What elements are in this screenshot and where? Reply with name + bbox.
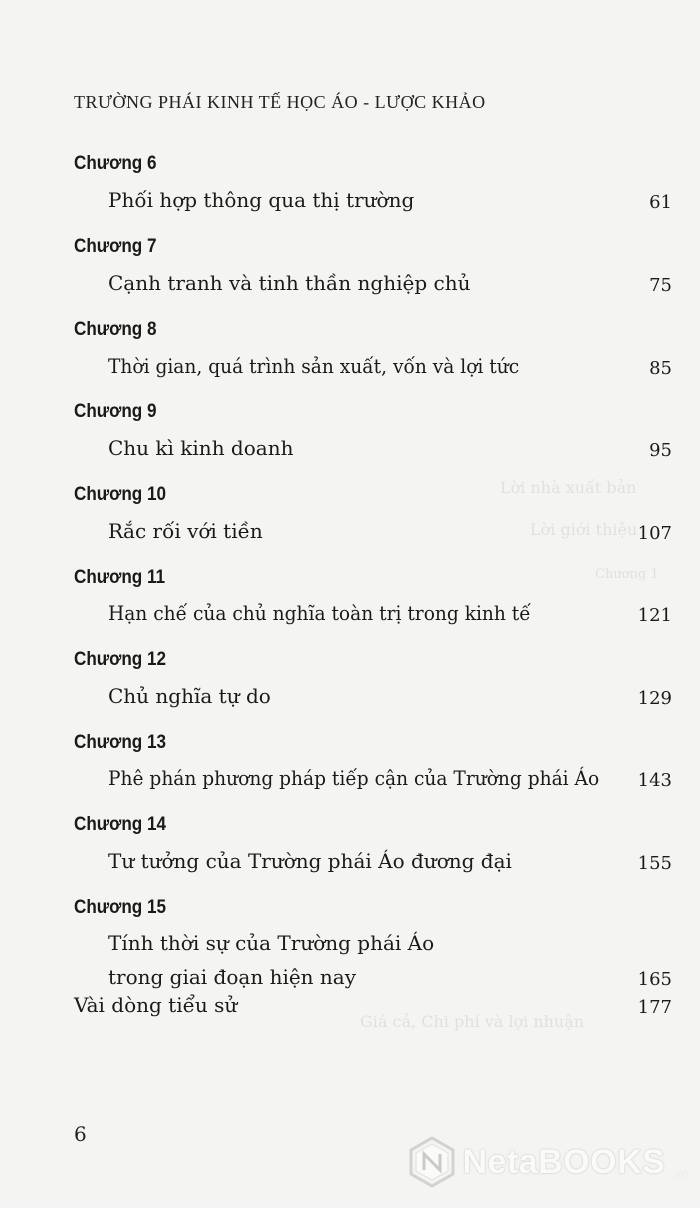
chapter-label: Chương 12 [74, 649, 166, 670]
page-number: 155 [637, 853, 672, 874]
bleed-through-text: Giá cả, Chi phí và lợi nhuận [360, 1012, 585, 1031]
running-head: TRƯỜNG PHÁI KINH TẾ HỌC ÁO - LƯỢC KHẢO [74, 92, 486, 112]
chapter-title: Tính thời sự của Trường phái Áo [108, 931, 435, 955]
watermark-brand: NetaBOOKS [462, 1142, 666, 1181]
page-number: 177 [637, 997, 672, 1018]
chapter-title-continued: trong giai đoạn hiện nay [108, 965, 357, 989]
biography-title: Vài dòng tiểu sử [74, 993, 238, 1017]
chapter-label: Chương 9 [74, 401, 157, 422]
chapter-title: Chủ nghĩa tự do [108, 684, 271, 708]
watermark-suffix: .vn [671, 1166, 690, 1182]
page-number: 107 [637, 523, 672, 544]
bleed-through-text: Lời nhà xuất bản [500, 478, 637, 497]
chapter-label: Chương 6 [74, 153, 157, 174]
chapter-title: Phê phán phương pháp tiếp cận của Trường phái Áo [108, 766, 600, 790]
page-number: 85 [649, 358, 672, 379]
bleed-through-text: Chương 1 [595, 567, 659, 582]
netabooks-logo-icon [408, 1136, 456, 1188]
page-number: 143 [637, 770, 672, 791]
chapter-label: Chương 7 [74, 236, 157, 257]
folio-page-number: 6 [74, 1122, 87, 1146]
chapter-label: Chương 15 [74, 897, 166, 918]
page-number: 165 [637, 969, 672, 990]
chapter-title: Cạnh tranh và tinh thần nghiệp chủ [108, 271, 471, 295]
chapter-title: Hạn chế của chủ nghĩa toàn trị trong kinh tế [108, 601, 531, 625]
chapter-title: Tư tưởng của Trường phái Áo đương đại [108, 849, 512, 873]
page-number: 95 [649, 440, 672, 461]
chapter-label: Chương 8 [74, 319, 157, 340]
chapter-title: Chu kì kinh doanh [108, 436, 294, 460]
chapter-title: Rắc rối với tiền [108, 519, 263, 543]
bleed-through-text: Lời giới thiệu [530, 520, 638, 539]
chapter-title: Phối hợp thông qua thị trường [108, 188, 415, 212]
watermark [408, 1136, 690, 1188]
page-number: 75 [649, 275, 672, 296]
page-number: 121 [637, 605, 672, 626]
chapter-label: Chương 11 [74, 567, 166, 588]
chapter-label: Chương 14 [74, 814, 166, 835]
chapter-label: Chương 10 [74, 484, 166, 505]
page-number: 129 [637, 688, 672, 709]
page-number: 61 [649, 192, 672, 213]
chapter-title: Thời gian, quá trình sản xuất, vốn và lợi tức [108, 354, 520, 378]
chapter-label: Chương 13 [74, 732, 166, 753]
